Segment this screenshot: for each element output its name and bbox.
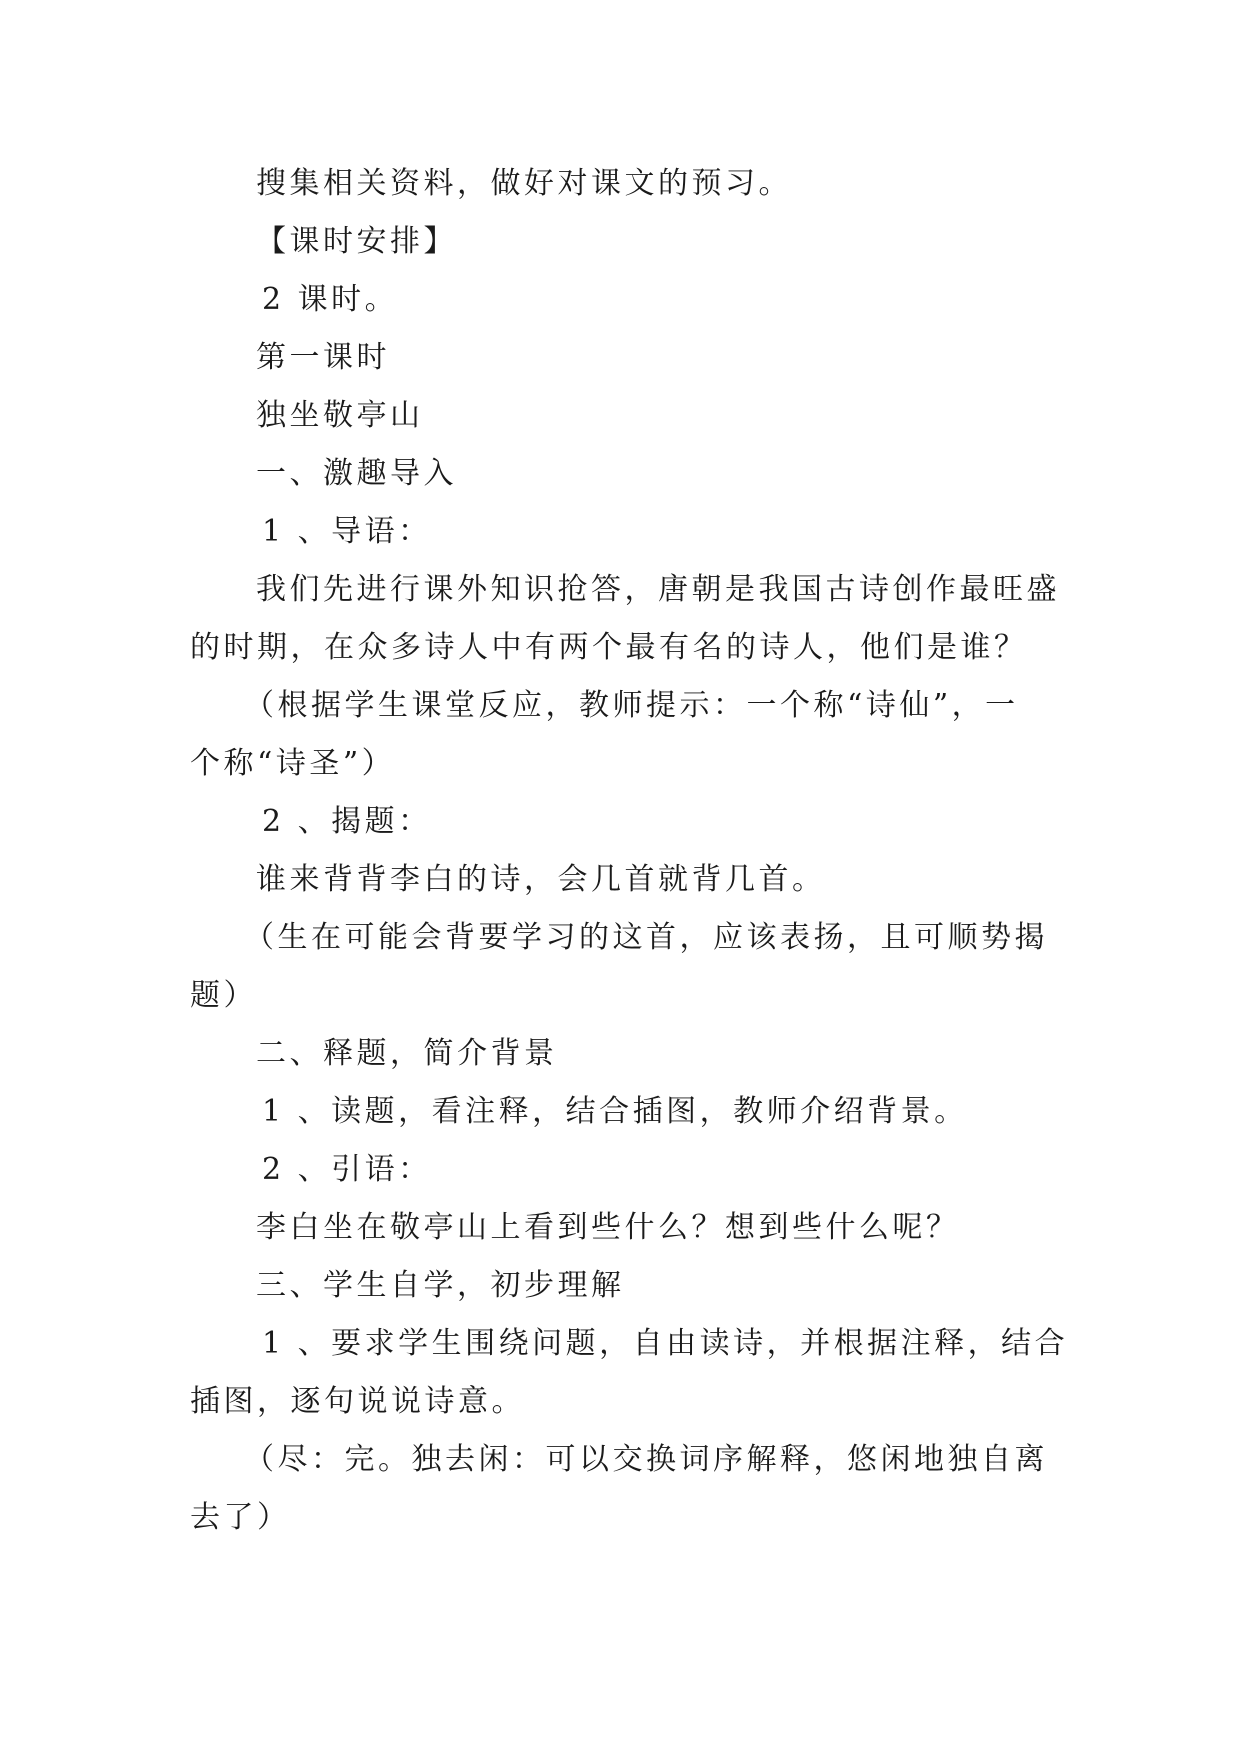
paragraph-line: 题） [190, 978, 257, 1013]
paragraph-lesson-count: 2 课时。 [262, 282, 399, 317]
paragraph-line: （生在可能会背要学习的这首，应该表扬，且可顺势揭 [244, 920, 1048, 955]
item-heading-intro-2: 2 、揭题： [262, 804, 432, 839]
paragraph-prepare: 搜集相关资料，做好对课文的预习。 [256, 166, 792, 201]
paragraph-line: 李白坐在敬亭山上看到些什么？想到些什么呢？ [256, 1210, 960, 1245]
item-heading-background-2: 2 、引语： [262, 1152, 432, 1187]
paragraph-line: （根据学生课堂反应，教师提示：一个称“诗仙”，一 [244, 688, 1019, 723]
section-heading-self-study: 三、学生自学，初步理解 [256, 1268, 625, 1303]
section-heading-background: 二、释题，简介背景 [256, 1036, 558, 1071]
section-heading-intro: 一、激趣导入 [256, 456, 457, 491]
paragraph-line: 的时期，在众多诗人中有两个最有名的诗人，他们是谁？ [190, 630, 1028, 665]
paragraph-line: 我们先进行课外知识抢答，唐朝是我国古诗创作最旺盛 [256, 572, 1060, 607]
item-heading-background-1: 1 、读题，看注释，结合插图，教师介绍背景。 [262, 1094, 968, 1129]
paragraph-line: 去了） [190, 1500, 291, 1535]
poem-title: 独坐敬亭山 [256, 398, 424, 433]
item-heading-intro-1: 1 、导语： [262, 514, 432, 549]
paragraph-line: 插图，逐句说说诗意。 [190, 1384, 525, 1419]
item-heading-self-study-1: 1 、要求学生围绕问题，自由读诗，并根据注释，结合 [262, 1326, 1069, 1361]
paragraph-line: 个称“诗圣”） [190, 746, 396, 781]
paragraph-line: （尽：完。独去闲：可以交换词序解释，悠闲地独自离 [244, 1442, 1048, 1477]
paragraph-line: 谁来背背李白的诗，会几首就背几首。 [256, 862, 826, 897]
lesson-heading: 第一课时 [256, 340, 390, 375]
section-heading-schedule: 【课时安排】 [256, 224, 457, 259]
